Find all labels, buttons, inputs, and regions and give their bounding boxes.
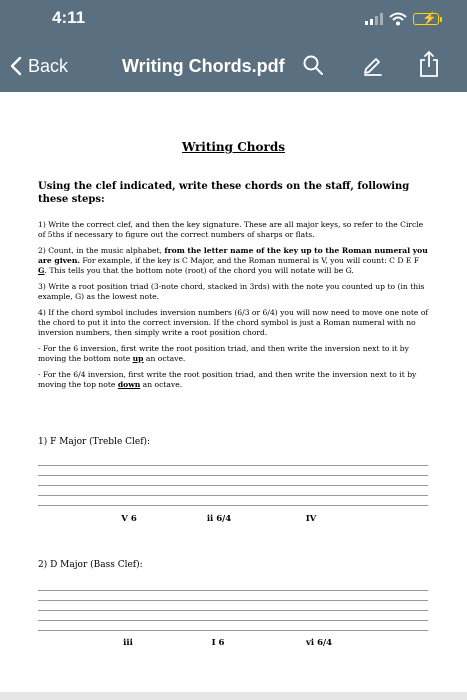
- chord-symbol: I 6: [211, 638, 225, 648]
- wifi-icon: [389, 12, 407, 26]
- back-button[interactable]: [10, 52, 68, 80]
- chord-symbol: V 6: [121, 514, 137, 524]
- step-2: 2) Count, in the music alphabet, from the letter name of the key up to the Roman numeral you are given. For example, if the key is C Major, and the Roman numeral is V, you will count: C D E F G. This tells you that the bottom note (root) of the chord you will notate will be G.: [38, 246, 428, 275]
- back-label: Back: [28, 55, 69, 76]
- step-1: 1) Write the correct clef, and then the key signature. These are all major keys, so refer to the Circle of 5ths if necessary to figure out the correct numbers of sharps or flats.: [38, 220, 424, 239]
- step-4: 4) If the chord symbol includes inversion numbers (6/3 or 6/4) you will now need to move one note of the chord to put it into the correct inversion. If the chord symbol is just a Roman numeral with no inversion numbers, then simply write a root position chord.: [38, 308, 429, 337]
- instruction-steps: [38, 220, 430, 396]
- cellular-signal-icon: [365, 13, 383, 25]
- pdf-page[interactable]: [0, 92, 467, 692]
- chord-symbol: ii 6/4: [206, 514, 232, 524]
- instructions-intro: Using the clef indicated, write these chords on the staff, following these steps:: [38, 181, 410, 205]
- chord-symbol: vi 6/4: [305, 638, 333, 648]
- markup-pen-icon[interactable]: [362, 54, 384, 76]
- question-1-label: 1) F Major (Treble Clef):: [38, 437, 151, 447]
- step-5: - For the 6 inversion, first write the root position triad, and then write the inversion next to it by moving the bottom note up an octave.: [38, 344, 409, 363]
- step-6: - For the 6/4 inversion, first write the root position triad, and then write the inversion next to it by moving the top note down an octave.: [38, 370, 417, 389]
- status-time: 4:11: [52, 8, 86, 27]
- status-bar: [0, 0, 467, 38]
- status-icons: [365, 10, 439, 28]
- question-2-label: 2) D Major (Bass Clef):: [38, 560, 143, 570]
- step-3: 3) Write a root position triad (3-note chord, stacked in 3rds) with the note you counted up to (in this example, G) as the lowest note.: [38, 282, 425, 301]
- nav-bar: [0, 38, 467, 92]
- chord-symbol: iii: [123, 638, 133, 648]
- page-heading: Writing Chords: [182, 140, 285, 154]
- battery-charging-icon: ⚡: [413, 13, 439, 25]
- share-icon[interactable]: [418, 50, 440, 78]
- search-icon[interactable]: [302, 54, 324, 76]
- document-title: Writing Chords.pdf: [122, 56, 285, 76]
- chevron-left-icon: [10, 56, 22, 76]
- bottom-edge: [0, 692, 467, 700]
- chord-symbol: IV: [305, 514, 317, 524]
